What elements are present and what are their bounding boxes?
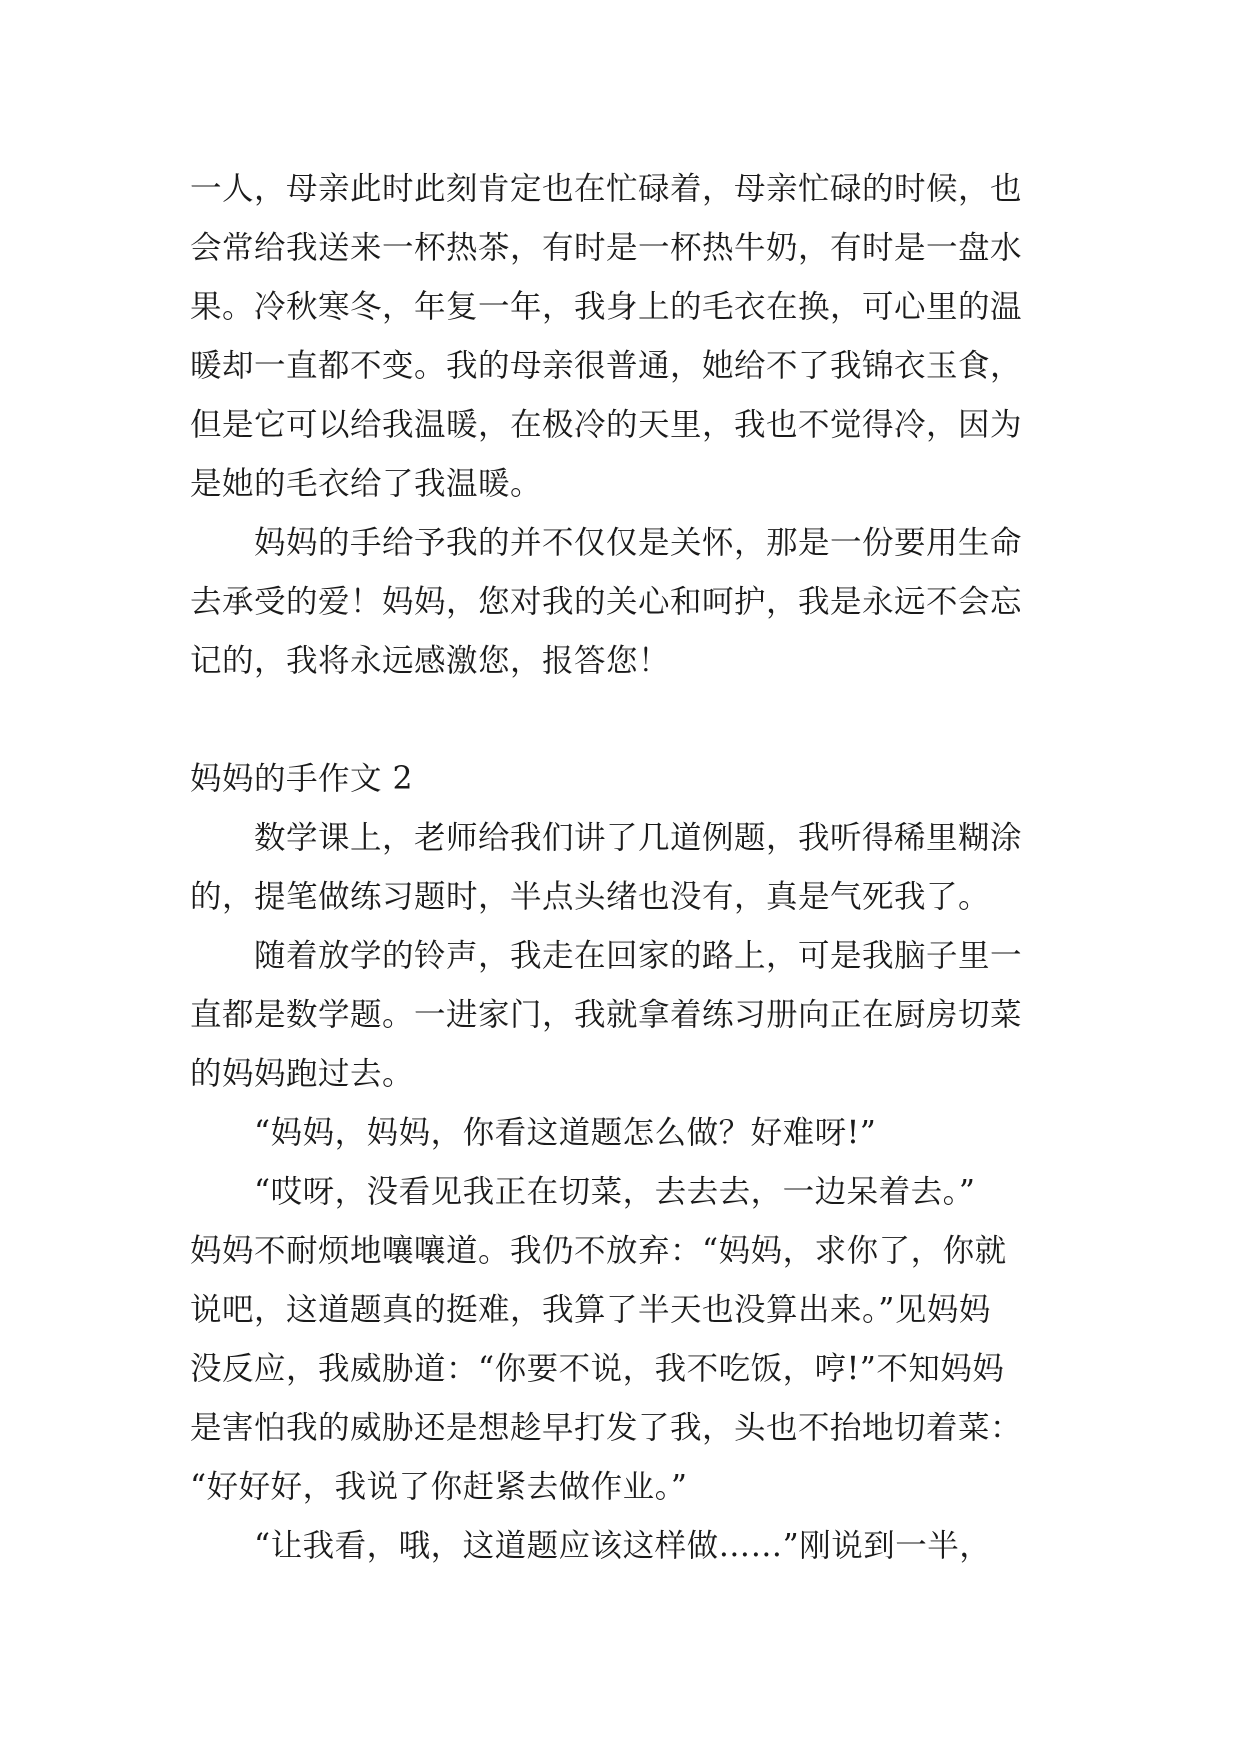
text-line: 妈妈不耐烦地嚷嚷道。我仍不放弃：“妈妈，求你了，你就	[190, 1233, 1007, 1269]
text-line: 但是它可以给我温暖，在极冷的天里，我也不觉得冷，因为	[190, 407, 1023, 443]
text-line: 暖却一直都不变。我的母亲很普通，她给不了我锦衣玉食，	[190, 348, 1023, 384]
text-line: “妈妈，妈妈，你看这道题怎么做？好难呀!”	[190, 1115, 877, 1151]
text-line: “让我看，哦，这道题应该这样做……”刚说到一半，	[190, 1528, 992, 1564]
text-line: 直都是数学题。一进家门，我就拿着练习册向正在厨房切菜	[190, 997, 1023, 1033]
text-line: 说吧，这道题真的挺难，我算了半天也没算出来。”见妈妈	[190, 1292, 991, 1328]
text-line: 会常给我送来一杯热茶，有时是一杯热牛奶，有时是一盘水	[190, 230, 1023, 266]
text-line: 一人，母亲此时此刻肯定也在忙碌着，母亲忙碌的时候，也	[190, 171, 1023, 207]
text-line: “哎呀，没看见我正在切菜，去去去，一边呆着去。”	[190, 1174, 976, 1210]
text-line: 果。冷秋寒冬，年复一年，我身上的毛衣在换，可心里的温	[190, 289, 1023, 325]
text-line: 是她的毛衣给了我温暖。	[190, 466, 543, 502]
text-line: “好好好，我说了你赶紧去做作业。”	[190, 1469, 688, 1505]
text-line: 记的，我将永远感激您，报答您！	[190, 643, 671, 679]
text-line: 去承受的爱！妈妈，您对我的关心和呵护，我是永远不会忘	[190, 584, 1023, 620]
text-line: 的妈妈跑过去。	[190, 1056, 415, 1092]
section-title: 妈妈的手作文 2	[190, 761, 414, 797]
section-gap	[190, 691, 1070, 750]
text-line: 的，提笔做练习题时，半点头绪也没有，真是气死我了。	[190, 879, 991, 915]
text-line: 妈妈的手给予我的并不仅仅是关怀，那是一份要用生命	[190, 525, 1023, 561]
text-line: 数学课上，老师给我们讲了几道例题，我听得稀里糊涂	[190, 820, 1023, 856]
document-body	[190, 160, 1070, 1576]
text-line: 没反应，我威胁道：“你要不说，我不吃饭，哼!”不知妈妈	[190, 1351, 1005, 1387]
text-line: 随着放学的铃声，我走在回家的路上，可是我脑子里一	[190, 938, 1023, 974]
text-line: 是害怕我的威胁还是想趁早打发了我，头也不抬地切着菜：	[190, 1410, 1023, 1446]
